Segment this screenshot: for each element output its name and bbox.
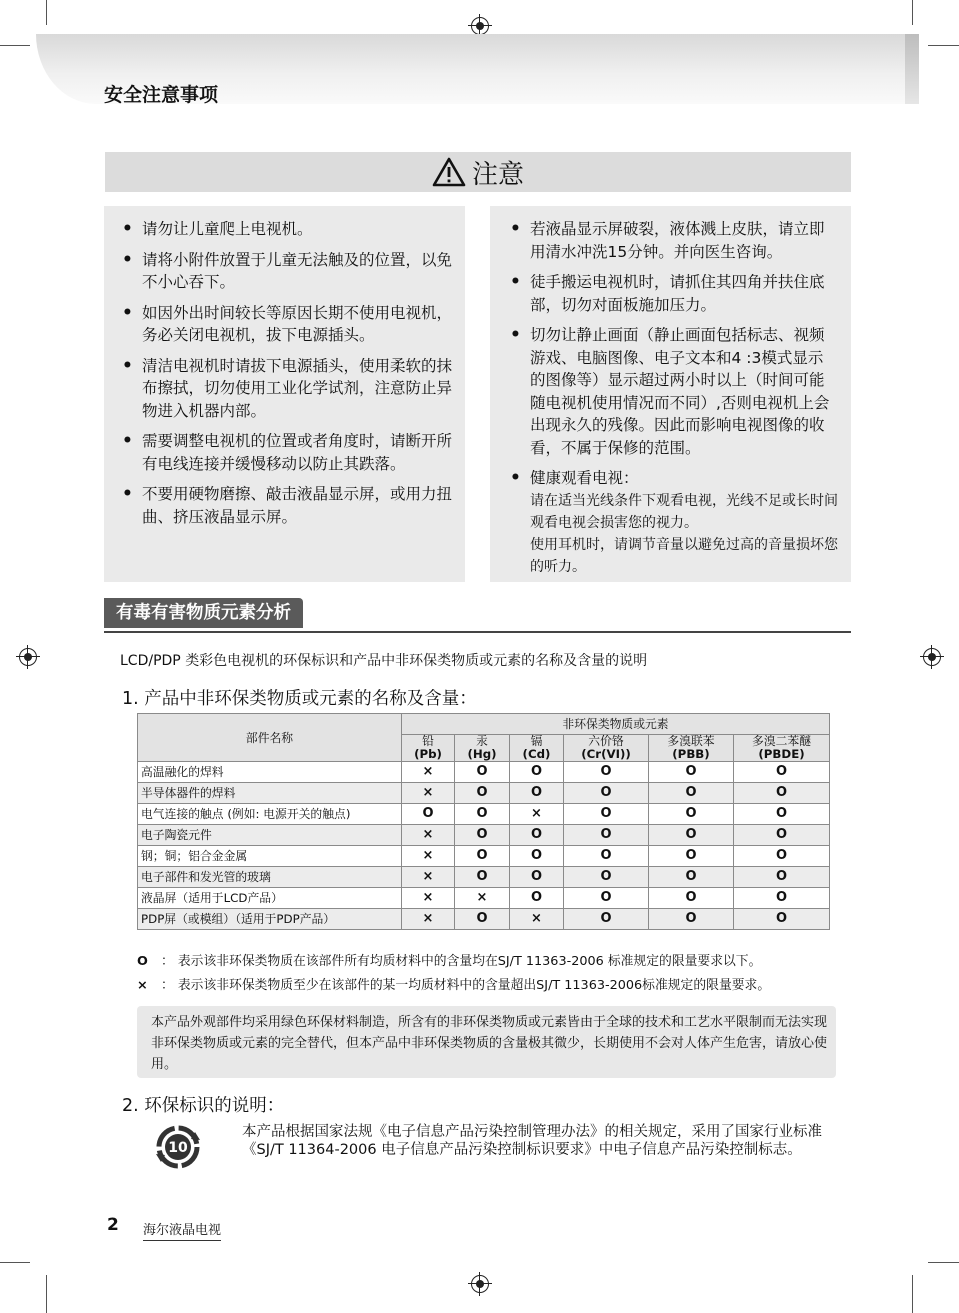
substance-mark-cell: O [564,888,649,909]
substance-symbol: (PBB) [672,747,710,761]
registration-mark-icon [471,1275,489,1293]
table-row [138,825,830,846]
table-row [138,909,830,930]
substance-name: 铅 [422,734,434,748]
registration-mark-icon [923,648,941,666]
substance-mark-cell: O [455,867,510,888]
substance-header [734,735,830,762]
caution-item: • 请将小附件放置于儿童无法触及的位置，以免不小心吞下。 [142,249,452,294]
substance-mark-cell: O [455,909,510,930]
legend-text: ： 表示该非环保类物质至少在该部件的某一均质材料中的含量超出SJ/T 11363-2006标准规定的限量要求。 [161,978,771,993]
substance-mark-cell: × [510,909,564,930]
crop-mark [0,1262,30,1263]
substance-header [455,735,510,762]
divider [104,631,851,633]
part-name-cell: 电子陶瓷元件 [138,825,402,846]
caution-item: • 徒手搬运电视机时，请抓住其四角并扶住底部，切勿对面板施加压力。 [530,271,838,316]
part-name-cell: 电气连接的触点 (例如: 电源开关的触点) [138,804,402,825]
crop-mark [928,45,959,46]
caution-banner [105,152,851,192]
substance-mark-cell: O [734,909,830,930]
substance-mark-cell: O [649,825,734,846]
substance-name: 多溴联苯 [667,734,715,748]
substance-mark-cell: O [564,825,649,846]
substance-mark-cell: O [734,846,830,867]
substance-name: 镉 [530,734,543,748]
substance-mark-cell: O [402,804,455,825]
legend-o [137,950,761,969]
section1-title: 1. 产品中非环保类物质或元素的名称及含量： [122,689,477,709]
table-row [138,888,830,909]
substance-mark-cell: O [649,783,734,804]
substance-name: 多溴二苯醚 [752,734,812,748]
footer-label: 海尔液晶电视 [143,1219,221,1241]
crop-mark [0,45,30,46]
section-title: 安全注意事项 [104,84,219,106]
substance-mark-cell: O [649,804,734,825]
substance-mark-cell: O [564,804,649,825]
substance-symbol: (PBDE) [758,747,805,761]
substance-mark-cell: O [734,762,830,783]
logo-number: 10 [168,1140,188,1156]
hazard-table-body [138,762,830,930]
caution-item: • 清洁电视机时请拔下电源插头，使用柔软的抹布擦拭，切勿使用工业化学试剂，注意防止异物进入机器内部。 [142,355,452,423]
substance-header [402,735,455,762]
table-row [138,846,830,867]
substance-mark-cell: O [564,783,649,804]
caution-right-panel [490,206,851,582]
substance-mark-cell: O [510,825,564,846]
substance-mark-cell: O [510,846,564,867]
caution-item: • 请勿让儿童爬上电视机。 [142,218,452,241]
registration-mark-icon [471,17,489,35]
substance-mark-cell: × [510,804,564,825]
part-name-cell: 电子部件和发光管的玻璃 [138,867,402,888]
health-title: 健康观看电视： [530,469,639,487]
substance-mark-cell: × [402,762,455,783]
part-name-cell: 半导体器件的焊料 [138,783,402,804]
section2-title: 2. 环保标识的说明： [122,1096,285,1116]
substance-mark-cell: O [510,888,564,909]
crop-mark [46,0,47,25]
substance-header [649,735,734,762]
legend-text: ： 表示该非环保类物质在该部件所有均质材料中的含量均在SJ/T 11363-2006 标准规定的限量要求以下。 [161,954,762,969]
substance-symbol: (Cd) [522,747,551,761]
substance-mark-cell: O [734,867,830,888]
part-name-cell: PDP屏（或模组）（适用于PDP产品） [138,909,402,930]
table-row [138,867,830,888]
health-line: 请在适当光线条件下观看电视，光线不足或长时间观看电视会损害您的视力。 [530,492,838,531]
substance-group-header: 非环保类物质或元素 [402,714,830,735]
caution-item: • 不要用硬物磨擦、敲击液晶显示屏，或用力扭曲、挤压液晶显示屏。 [142,483,452,528]
caution-item-health [530,467,838,578]
warning-triangle-icon [432,157,466,187]
substance-header [510,735,564,762]
substance-mark-cell: O [510,867,564,888]
substance-mark-cell: × [402,825,455,846]
green-note-box [137,1006,836,1078]
substance-mark-cell: × [402,909,455,930]
substance-mark-cell: O [734,804,830,825]
crop-mark [912,0,913,25]
substance-mark-cell: O [564,762,649,783]
substance-mark-cell: O [455,762,510,783]
crop-mark [46,1275,47,1313]
legend-x [137,974,770,993]
substance-mark-cell: × [402,888,455,909]
caution-item: • 如因外出时间较长等原因长期不使用电视机，务必关闭电视机，拔下电源插头。 [142,302,452,347]
page-number: 2 [107,1215,119,1235]
substance-mark-cell: O [455,825,510,846]
part-name-cell: 高温融化的焊料 [138,762,402,783]
caution-title: 注意 [471,159,524,190]
substance-mark-cell: O [649,909,734,930]
caution-left-panel [104,206,465,582]
crop-mark [928,1262,959,1263]
substance-mark-cell: O [510,783,564,804]
health-line: 使用耳机时，请调节音量以避免过高的音量损坏您的听力。 [530,536,838,575]
substance-mark-cell: O [649,762,734,783]
substance-name: 汞 [476,734,488,748]
table-row [138,783,830,804]
crop-mark [912,1275,913,1313]
substance-mark-cell: O [734,825,830,846]
substance-mark-cell: O [734,888,830,909]
substance-mark-cell: × [455,888,510,909]
caution-item: • 需要调整电视机的位置或者角度时，请断开所有电线连接并缓慢移动以防止其跌落。 [142,430,452,475]
substance-symbol: (Cr(VI)) [581,747,631,761]
substance-symbol: (Pb) [414,747,442,761]
eco-period-logo-icon [153,1122,203,1172]
substance-mark-cell: O [649,888,734,909]
caution-item: • 切勿让静止画面（静止画面包括标志、视频游戏、电脑图像、电子文本和4 :3模式显示的图像等）显示超过两小时以上（时间可能随电视机使用情况而不同）,否则电视机上会出现永久的残像。因此而影响电视图像的收看，不属于保修的范围。 [530,324,838,459]
table-row [138,762,830,783]
substance-mark-cell: × [402,783,455,804]
legend-symbol: O [137,954,148,969]
toxic-heading: 有毒有害物质元素分析 [104,598,303,628]
toxic-intro: LCD/PDP 类彩色电视机的环保标识和产品中非环保类物质或元素的名称及含量的说明 [120,653,648,669]
substance-mark-cell: O [734,783,830,804]
caution-item: • 若液晶显示屏破裂，液体溅上皮肤，请立即用清水冲洗15分钟。并向医生咨询。 [530,218,838,263]
substance-mark-cell: O [455,846,510,867]
substance-mark-cell: × [402,867,455,888]
substance-mark-cell: O [649,846,734,867]
substance-mark-cell: × [402,846,455,867]
substance-mark-cell: O [564,846,649,867]
part-name-cell: 液晶屏（适用于LCD产品） [138,888,402,909]
registration-mark-icon [19,648,37,666]
substance-mark-cell: O [455,783,510,804]
substance-header [564,735,649,762]
substance-symbol: (Hg) [467,747,497,761]
substance-mark-cell: O [455,804,510,825]
header-band-edge [905,34,919,104]
substance-mark-cell: O [564,909,649,930]
substance-mark-cell: O [649,867,734,888]
green-note-text: 本产品外观部件均采用绿色环保材料制造，所含有的非环保类物质或元素皆由于全球的技术和工艺水平限制而无法实现非环保类物质或元素的完全替代，但本产品中非环保类物质的含量极其微少，长期使用不会对人体产生危害，请放心使用。 [151,1015,828,1072]
substance-mark-cell: O [564,867,649,888]
substance-mark-cell: O [510,762,564,783]
logo-explanation: 本产品根据国家法规《电子信息产品污染控制管理办法》的相关规定，采用了国家行业标准《SJ/T 11364-2006 电子信息产品污染控制标识要求》中电子信息产品污染控制标志。 [242,1124,822,1158]
legend-symbol: × [137,978,148,993]
part-name-cell: 钢；铜；铝合金金属 [138,846,402,867]
substance-name: 六价铬 [588,734,624,748]
table-row [138,804,830,825]
hazard-table [137,713,830,930]
part-header: 部件名称 [138,714,402,762]
